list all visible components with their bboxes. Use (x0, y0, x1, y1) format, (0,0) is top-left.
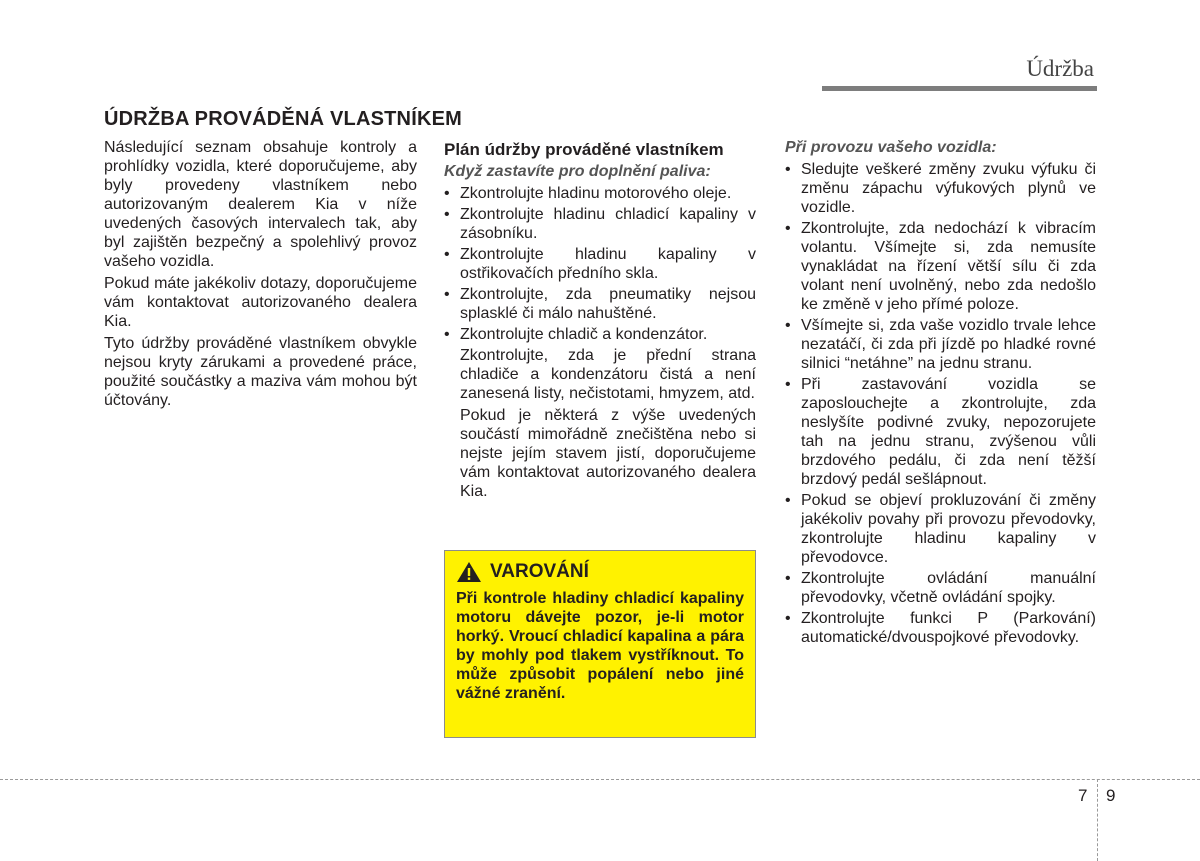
section-title: ÚDRŽBA PROVÁDĚNÁ VLASTNÍKEM (104, 108, 462, 130)
driving-checklist (785, 160, 1096, 647)
warning-header (456, 561, 744, 583)
indent-paragraph: Zkontrolujte, zda je přední strana chladiče a kondenzátoru čistá a není zanesená listy, nečistotami, hmyzem, atd. (460, 347, 756, 402)
list-item: • Zkontrolujte chladič a kondenzátor. (444, 325, 756, 344)
header-bar (822, 86, 1097, 91)
list-item: • Zkontrolujte funkci P (Parkování) automatické/dvouspojkové převodovky. (785, 609, 1096, 647)
list-item: • Zkontrolujte, zda nedochází k vibracím volantu. Všímejte si, zda nemusíte vynakládat na řízení větší sílu či zda volant není uvolněný, nebo zda nedošlo ke změně v jeho přímé poloze. (785, 219, 1096, 314)
warning-triangle-icon (456, 561, 482, 583)
list-item: • Sledujte veškeré změny zvuku výfuku či změnu zápachu výfukových plynů ve vozidle. (785, 160, 1096, 217)
column-maintenance-plan (444, 138, 756, 504)
warning-box (444, 550, 756, 738)
list-item: • Všímejte si, zda vaše vozidlo trvale lehce nezatáčí, či zda při jízdě po hladké rovné silnici “netáhne” na jednu stranu. (785, 316, 1096, 373)
list-item: • Zkontrolujte ovládání manuální převodovky, včetně ovládání spojky. (785, 569, 1096, 607)
intro-paragraph: Pokud máte jakékoliv dotazy, doporučujeme vám kontaktovat autorizovaného dealera Kia. (104, 275, 417, 330)
driving-subheading: Při provozu vašeho vozidla: (785, 139, 997, 156)
warning-text: Při kontrole hladiny chladicí kapaliny motoru dávejte pozor, je-li motor horký. Vroucí chladicí kapalina a pára by mohly pod tlakem vystříknout. To může způsobit popálení nebo jiné vážné zranění. (456, 590, 744, 702)
list-item: • Při zastavování vozidla se zaposlouchejte a zkontrolujte, zda neslyšíte podivné zvuky, nepozorujete tah na jednu stranu, zvýšenou vůli brzdového pedálu, či zda není těžší brzdový pedál sešlápnout. (785, 375, 1096, 489)
refuel-checklist (444, 184, 756, 344)
column-driving-checks (785, 138, 1096, 649)
list-item: • Zkontrolujte hladinu motorového oleje. (444, 184, 756, 203)
list-item: • Zkontrolujte, zda pneumatiky nejsou splasklé či málo nahuštěné. (444, 285, 756, 323)
intro-paragraph: Následující seznam obsahuje kontroly a prohlídky vozidla, které doporučujeme, aby byly provedeny vlastníkem nebo autorizovaným dealerem Kia v níže uvedených časových intervalech tak, aby byl zajištěn bezpečný a spolehlivý provoz vašeho vozidla. (104, 139, 417, 270)
intro-paragraph: Tyto údržby prováděné vlastníkem obvykle nejsou kryty zárukami a provedené práce, použité součástky a maziva vám mohou být účtovány. (104, 335, 417, 409)
footer-divider (0, 779, 1200, 780)
list-item: • Zkontrolujte hladinu chladicí kapaliny v zásobníku. (444, 205, 756, 243)
page-number: 9 (1106, 786, 1116, 805)
indent-paragraph: Pokud je některá z výše uvedených součástí mimořádně znečištěna nebo si nejste jejím stavem jistí, doporučujeme vám kontaktovat autorizovaného dealera Kia. (460, 407, 756, 500)
chapter-title: Údržba (1026, 56, 1094, 81)
warning-title: VAROVÁNÍ (490, 561, 589, 582)
list-item: • Pokud se objeví prokluzování či změny jakékoliv povahy při provozu převodovky, zkontrolujte hladinu kapaliny v převodovce. (785, 491, 1096, 567)
column-intro (104, 138, 417, 413)
plan-heading: Plán údržby prováděné vlastníkem (444, 140, 724, 159)
refuel-subheading: Když zastavíte pro doplnění paliva: (444, 163, 711, 180)
list-item: • Zkontrolujte hladinu kapaliny v ostřikovačích předního skla. (444, 245, 756, 283)
chapter-number: 7 (1078, 786, 1088, 805)
page-number-divider (1097, 779, 1098, 861)
